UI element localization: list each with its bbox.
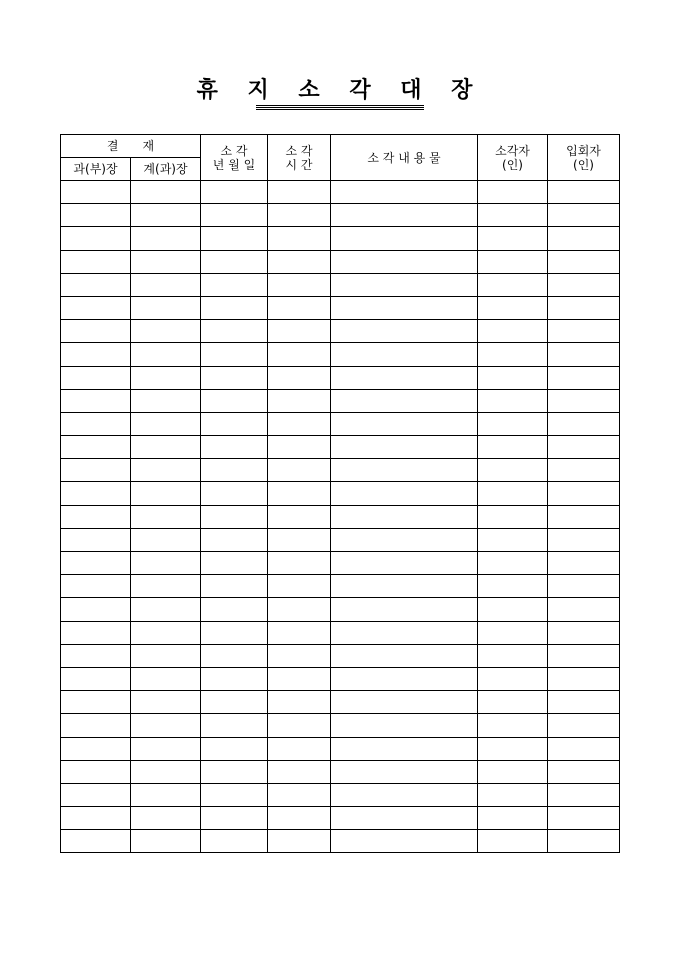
cell-burner[interactable]: [478, 181, 548, 204]
table-row: [61, 760, 620, 783]
cell-team-head[interactable]: [131, 528, 201, 551]
header-witness-line1: 입회자: [566, 143, 601, 158]
cell-burn-date[interactable]: [201, 436, 268, 459]
cell-witness[interactable]: [548, 320, 620, 343]
cell-burn-date[interactable]: [201, 204, 268, 227]
cell-witness[interactable]: [548, 273, 620, 296]
cell-burn-time[interactable]: [268, 783, 331, 806]
cell-contents[interactable]: [331, 273, 478, 296]
cell-burner[interactable]: [478, 366, 548, 389]
cell-burner[interactable]: [478, 830, 548, 853]
cell-team-head[interactable]: [131, 227, 201, 250]
table-row: [61, 552, 620, 575]
cell-burn-time[interactable]: [268, 389, 331, 412]
cell-burner[interactable]: [478, 552, 548, 575]
cell-dept-head[interactable]: [61, 807, 131, 830]
cell-team-head[interactable]: [131, 552, 201, 575]
cell-burn-time[interactable]: [268, 691, 331, 714]
cell-burn-date[interactable]: [201, 273, 268, 296]
table-row: [61, 204, 620, 227]
cell-burn-date[interactable]: [201, 389, 268, 412]
page-title: 휴 지 소 각 대 장: [196, 77, 484, 103]
table-row: [61, 436, 620, 459]
cell-burn-date[interactable]: [201, 737, 268, 760]
cell-burner[interactable]: [478, 760, 548, 783]
cell-burner[interactable]: [478, 250, 548, 273]
table-row: [61, 691, 620, 714]
cell-team-head[interactable]: [131, 644, 201, 667]
cell-burner[interactable]: [478, 691, 548, 714]
cell-burn-date[interactable]: [201, 181, 268, 204]
cell-dept-head[interactable]: [61, 621, 131, 644]
cell-burner[interactable]: [478, 783, 548, 806]
table-row: [61, 296, 620, 319]
table-row: [61, 737, 620, 760]
table-row: [61, 250, 620, 273]
cell-witness[interactable]: [548, 598, 620, 621]
header-team-head: 계(과)장: [131, 158, 201, 181]
cell-burn-date[interactable]: [201, 296, 268, 319]
cell-witness[interactable]: [548, 505, 620, 528]
cell-dept-head[interactable]: [61, 714, 131, 737]
cell-burn-date[interactable]: [201, 598, 268, 621]
cell-witness[interactable]: [548, 807, 620, 830]
table-row: [61, 505, 620, 528]
cell-burner[interactable]: [478, 273, 548, 296]
cell-burn-date[interactable]: [201, 807, 268, 830]
cell-witness[interactable]: [548, 714, 620, 737]
cell-burner[interactable]: [478, 389, 548, 412]
cell-contents[interactable]: [331, 737, 478, 760]
header-burn-date: [201, 135, 268, 181]
cell-burn-time[interactable]: [268, 714, 331, 737]
cell-contents[interactable]: [331, 598, 478, 621]
table-row: [61, 343, 620, 366]
cell-witness[interactable]: [548, 760, 620, 783]
cell-contents[interactable]: [331, 505, 478, 528]
cell-burner[interactable]: [478, 528, 548, 551]
cell-burn-time[interactable]: [268, 528, 331, 551]
cell-burner[interactable]: [478, 807, 548, 830]
cell-burner[interactable]: [478, 644, 548, 667]
cell-contents[interactable]: [331, 366, 478, 389]
cell-witness[interactable]: [548, 227, 620, 250]
table-row: [61, 459, 620, 482]
cell-dept-head[interactable]: [61, 505, 131, 528]
cell-dept-head[interactable]: [61, 320, 131, 343]
cell-contents[interactable]: [331, 644, 478, 667]
table-row: [61, 389, 620, 412]
cell-burn-time[interactable]: [268, 598, 331, 621]
cell-burn-time[interactable]: [268, 644, 331, 667]
cell-team-head[interactable]: [131, 181, 201, 204]
cell-burner[interactable]: [478, 482, 548, 505]
cell-burn-date[interactable]: [201, 691, 268, 714]
cell-team-head[interactable]: [131, 343, 201, 366]
cell-burner[interactable]: [478, 296, 548, 319]
cell-contents[interactable]: [331, 760, 478, 783]
cell-dept-head[interactable]: [61, 412, 131, 435]
cell-burner[interactable]: [478, 436, 548, 459]
cell-burn-date[interactable]: [201, 575, 268, 598]
cell-dept-head[interactable]: [61, 760, 131, 783]
cell-team-head[interactable]: [131, 714, 201, 737]
cell-burner[interactable]: [478, 667, 548, 690]
cell-team-head[interactable]: [131, 807, 201, 830]
cell-witness[interactable]: [548, 389, 620, 412]
header-burn-time: [268, 135, 331, 181]
cell-witness[interactable]: [548, 621, 620, 644]
header-burner: [478, 135, 548, 181]
cell-burn-date[interactable]: [201, 366, 268, 389]
cell-burn-time[interactable]: [268, 505, 331, 528]
table-row: [61, 227, 620, 250]
cell-burn-date[interactable]: [201, 830, 268, 853]
cell-burn-time[interactable]: [268, 412, 331, 435]
table-row: [61, 783, 620, 806]
cell-team-head[interactable]: [131, 575, 201, 598]
header-witness: [548, 135, 620, 181]
cell-burner[interactable]: [478, 737, 548, 760]
cell-burn-time[interactable]: [268, 366, 331, 389]
cell-burn-time[interactable]: [268, 552, 331, 575]
cell-contents[interactable]: [331, 204, 478, 227]
cell-burn-time[interactable]: [268, 204, 331, 227]
cell-burn-date[interactable]: [201, 783, 268, 806]
cell-dept-head[interactable]: [61, 250, 131, 273]
cell-team-head[interactable]: [131, 296, 201, 319]
cell-contents[interactable]: [331, 667, 478, 690]
cell-team-head[interactable]: [131, 505, 201, 528]
cell-contents[interactable]: [331, 783, 478, 806]
cell-witness[interactable]: [548, 691, 620, 714]
cell-burn-date[interactable]: [201, 714, 268, 737]
cell-team-head[interactable]: [131, 459, 201, 482]
cell-dept-head[interactable]: [61, 783, 131, 806]
cell-burn-date[interactable]: [201, 644, 268, 667]
cell-witness[interactable]: [548, 783, 620, 806]
header-burn-time-line1: 소 각: [285, 143, 313, 158]
cell-dept-head[interactable]: [61, 552, 131, 575]
cell-team-head[interactable]: [131, 667, 201, 690]
cell-burner[interactable]: [478, 505, 548, 528]
cell-witness[interactable]: [548, 366, 620, 389]
cell-team-head[interactable]: [131, 320, 201, 343]
cell-dept-head[interactable]: [61, 227, 131, 250]
cell-burner[interactable]: [478, 412, 548, 435]
cell-burn-time[interactable]: [268, 343, 331, 366]
table-row: [61, 366, 620, 389]
cell-dept-head[interactable]: [61, 181, 131, 204]
cell-witness[interactable]: [548, 575, 620, 598]
cell-burn-time[interactable]: [268, 273, 331, 296]
cell-witness[interactable]: [548, 830, 620, 853]
table-row: [61, 830, 620, 853]
cell-dept-head[interactable]: [61, 343, 131, 366]
table-row: [61, 482, 620, 505]
header-burner-line2: (인): [502, 157, 523, 172]
table-row: [61, 320, 620, 343]
cell-burn-time[interactable]: [268, 575, 331, 598]
cell-burn-date[interactable]: [201, 320, 268, 343]
cell-burn-time[interactable]: [268, 621, 331, 644]
cell-burn-time[interactable]: [268, 667, 331, 690]
cell-team-head[interactable]: [131, 273, 201, 296]
cell-burn-date[interactable]: [201, 250, 268, 273]
header-burn-date-line1: 소 각: [220, 143, 248, 158]
cell-team-head[interactable]: [131, 737, 201, 760]
cell-contents[interactable]: [331, 436, 478, 459]
cell-burner[interactable]: [478, 621, 548, 644]
cell-dept-head[interactable]: [61, 644, 131, 667]
cell-burner[interactable]: [478, 459, 548, 482]
cell-burn-date[interactable]: [201, 459, 268, 482]
cell-dept-head[interactable]: [61, 459, 131, 482]
ledger-body: [61, 181, 620, 853]
cell-team-head[interactable]: [131, 412, 201, 435]
cell-witness[interactable]: [548, 436, 620, 459]
cell-witness[interactable]: [548, 644, 620, 667]
cell-burn-time[interactable]: [268, 436, 331, 459]
cell-burner[interactable]: [478, 320, 548, 343]
cell-contents[interactable]: [331, 343, 478, 366]
cell-burn-date[interactable]: [201, 552, 268, 575]
cell-dept-head[interactable]: [61, 366, 131, 389]
cell-contents[interactable]: [331, 482, 478, 505]
cell-contents[interactable]: [331, 575, 478, 598]
cell-team-head[interactable]: [131, 691, 201, 714]
cell-team-head[interactable]: [131, 389, 201, 412]
cell-burn-time[interactable]: [268, 807, 331, 830]
cell-dept-head[interactable]: [61, 273, 131, 296]
cell-burner[interactable]: [478, 598, 548, 621]
cell-team-head[interactable]: [131, 783, 201, 806]
cell-witness[interactable]: [548, 459, 620, 482]
incineration-ledger-table: [60, 134, 620, 853]
cell-team-head[interactable]: [131, 598, 201, 621]
table-row: [61, 621, 620, 644]
cell-burn-time[interactable]: [268, 737, 331, 760]
cell-dept-head[interactable]: [61, 482, 131, 505]
cell-burn-time[interactable]: [268, 459, 331, 482]
cell-burn-date[interactable]: [201, 667, 268, 690]
cell-dept-head[interactable]: [61, 296, 131, 319]
cell-contents[interactable]: [331, 552, 478, 575]
cell-witness[interactable]: [548, 737, 620, 760]
header-approval: 결 재: [61, 135, 201, 158]
cell-burn-time[interactable]: [268, 320, 331, 343]
cell-dept-head[interactable]: [61, 691, 131, 714]
cell-witness[interactable]: [548, 552, 620, 575]
cell-team-head[interactable]: [131, 204, 201, 227]
cell-burn-time[interactable]: [268, 227, 331, 250]
cell-burn-time[interactable]: [268, 482, 331, 505]
cell-contents[interactable]: [331, 714, 478, 737]
cell-contents[interactable]: [331, 181, 478, 204]
cell-burn-date[interactable]: [201, 760, 268, 783]
cell-burn-time[interactable]: [268, 250, 331, 273]
cell-witness[interactable]: [548, 343, 620, 366]
cell-contents[interactable]: [331, 296, 478, 319]
cell-witness[interactable]: [548, 296, 620, 319]
cell-team-head[interactable]: [131, 250, 201, 273]
cell-burn-date[interactable]: [201, 343, 268, 366]
cell-burner[interactable]: [478, 227, 548, 250]
cell-contents[interactable]: [331, 807, 478, 830]
header-dept-head: 과(부)장: [61, 158, 131, 181]
cell-burner[interactable]: [478, 714, 548, 737]
header-burn-time-line2: 시 간: [285, 157, 313, 172]
cell-dept-head[interactable]: [61, 830, 131, 853]
cell-burn-date[interactable]: [201, 227, 268, 250]
cell-witness[interactable]: [548, 667, 620, 690]
cell-contents[interactable]: [331, 227, 478, 250]
cell-dept-head[interactable]: [61, 667, 131, 690]
cell-burn-date[interactable]: [201, 528, 268, 551]
header-witness-line2: (인): [573, 157, 594, 172]
table-row: [61, 667, 620, 690]
title-double-underline: [256, 105, 424, 110]
cell-team-head[interactable]: [131, 366, 201, 389]
cell-burn-time[interactable]: [268, 296, 331, 319]
cell-witness[interactable]: [548, 181, 620, 204]
cell-contents[interactable]: [331, 621, 478, 644]
cell-witness[interactable]: [548, 528, 620, 551]
cell-contents[interactable]: [331, 830, 478, 853]
cell-dept-head[interactable]: [61, 204, 131, 227]
cell-burn-date[interactable]: [201, 505, 268, 528]
cell-burn-time[interactable]: [268, 830, 331, 853]
cell-contents[interactable]: [331, 528, 478, 551]
table-row: [61, 273, 620, 296]
cell-team-head[interactable]: [131, 482, 201, 505]
header-contents: 소 각 내 용 물: [331, 135, 478, 181]
table-row: [61, 412, 620, 435]
cell-team-head[interactable]: [131, 436, 201, 459]
cell-witness[interactable]: [548, 204, 620, 227]
cell-dept-head[interactable]: [61, 598, 131, 621]
cell-team-head[interactable]: [131, 621, 201, 644]
table-row: [61, 598, 620, 621]
cell-contents[interactable]: [331, 412, 478, 435]
cell-burner[interactable]: [478, 204, 548, 227]
header-burn-date-line2: 년 월 일: [212, 157, 256, 172]
cell-burner[interactable]: [478, 343, 548, 366]
table-row: [61, 575, 620, 598]
cell-contents[interactable]: [331, 250, 478, 273]
cell-witness[interactable]: [548, 412, 620, 435]
cell-contents[interactable]: [331, 459, 478, 482]
cell-contents[interactable]: [331, 389, 478, 412]
cell-burner[interactable]: [478, 575, 548, 598]
table-row: [61, 644, 620, 667]
cell-team-head[interactable]: [131, 830, 201, 853]
table-row: [61, 528, 620, 551]
table-row: [61, 807, 620, 830]
table-row: [61, 181, 620, 204]
cell-dept-head[interactable]: [61, 528, 131, 551]
header-burner-line1: 소각자: [495, 143, 530, 158]
cell-witness[interactable]: [548, 482, 620, 505]
cell-burn-time[interactable]: [268, 181, 331, 204]
cell-dept-head[interactable]: [61, 737, 131, 760]
cell-burn-date[interactable]: [201, 621, 268, 644]
cell-dept-head[interactable]: [61, 575, 131, 598]
cell-dept-head[interactable]: [61, 436, 131, 459]
cell-burn-date[interactable]: [201, 482, 268, 505]
cell-contents[interactable]: [331, 320, 478, 343]
cell-burn-date[interactable]: [201, 412, 268, 435]
cell-contents[interactable]: [331, 691, 478, 714]
cell-team-head[interactable]: [131, 760, 201, 783]
cell-witness[interactable]: [548, 250, 620, 273]
cell-burn-time[interactable]: [268, 760, 331, 783]
cell-dept-head[interactable]: [61, 389, 131, 412]
table-row: [61, 714, 620, 737]
